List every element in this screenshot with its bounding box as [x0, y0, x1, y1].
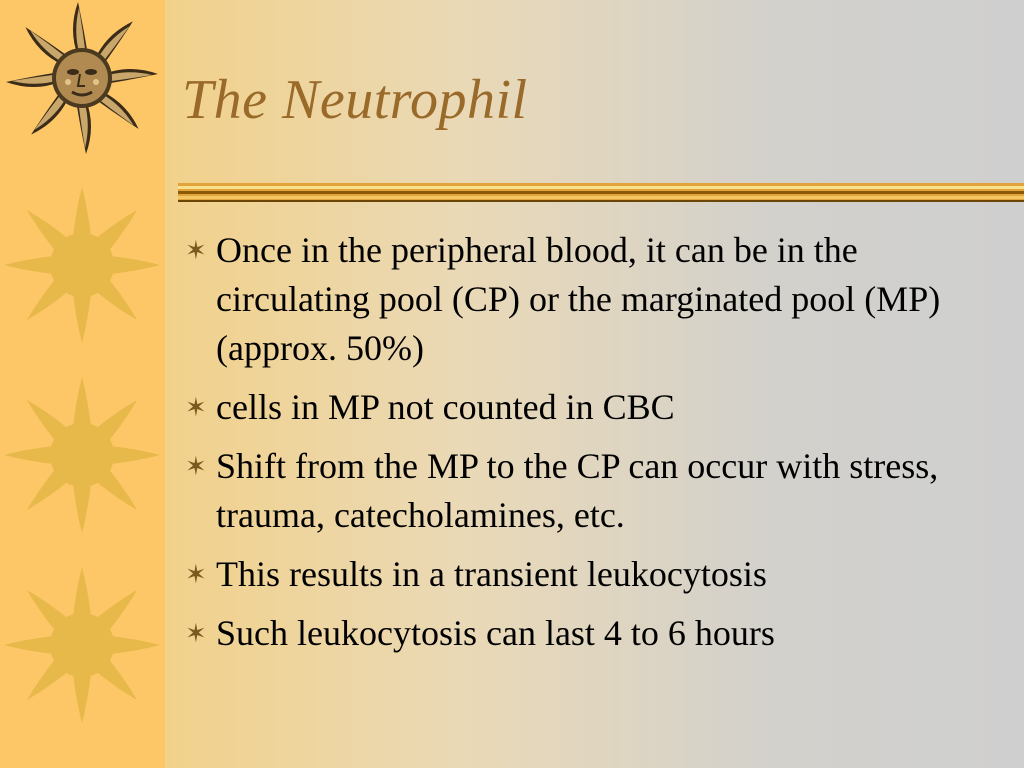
star-bullet-icon: ✶ [185, 560, 207, 589]
sun-face-icon [2, 0, 162, 160]
star-bullet-icon: ✶ [185, 452, 207, 481]
bullet-item [185, 383, 1015, 432]
sun-sidebar [0, 0, 165, 768]
title-divider [178, 181, 1024, 203]
slide-title: The Neutrophil [182, 69, 528, 131]
bullet-text: Once in the peripheral blood, it can be in the circulating pool (CP) or the marginated pool (MP) (approx. 50%) [216, 230, 941, 368]
star-bullet-icon: ✶ [185, 393, 207, 422]
bullet-item [185, 226, 1015, 373]
bullet-item [185, 550, 1015, 599]
sun-icon [2, 565, 162, 725]
star-bullet-icon: ✶ [185, 236, 207, 265]
sun-icon [2, 185, 162, 345]
bullet-text: Such leukocytosis can last 4 to 6 hours [216, 613, 775, 653]
star-bullet-icon: ✶ [185, 619, 207, 648]
bullet-item [185, 609, 1015, 658]
bullet-text: Shift from the MP to the CP can occur with stress, trauma, catecholamines, etc. [216, 446, 939, 535]
bullet-text: This results in a transient leukocytosis [216, 554, 767, 594]
bullet-item [185, 442, 1015, 540]
bullet-text: cells in MP not counted in CBC [216, 387, 675, 427]
bullet-list [185, 226, 1015, 668]
sun-icon [2, 375, 162, 535]
